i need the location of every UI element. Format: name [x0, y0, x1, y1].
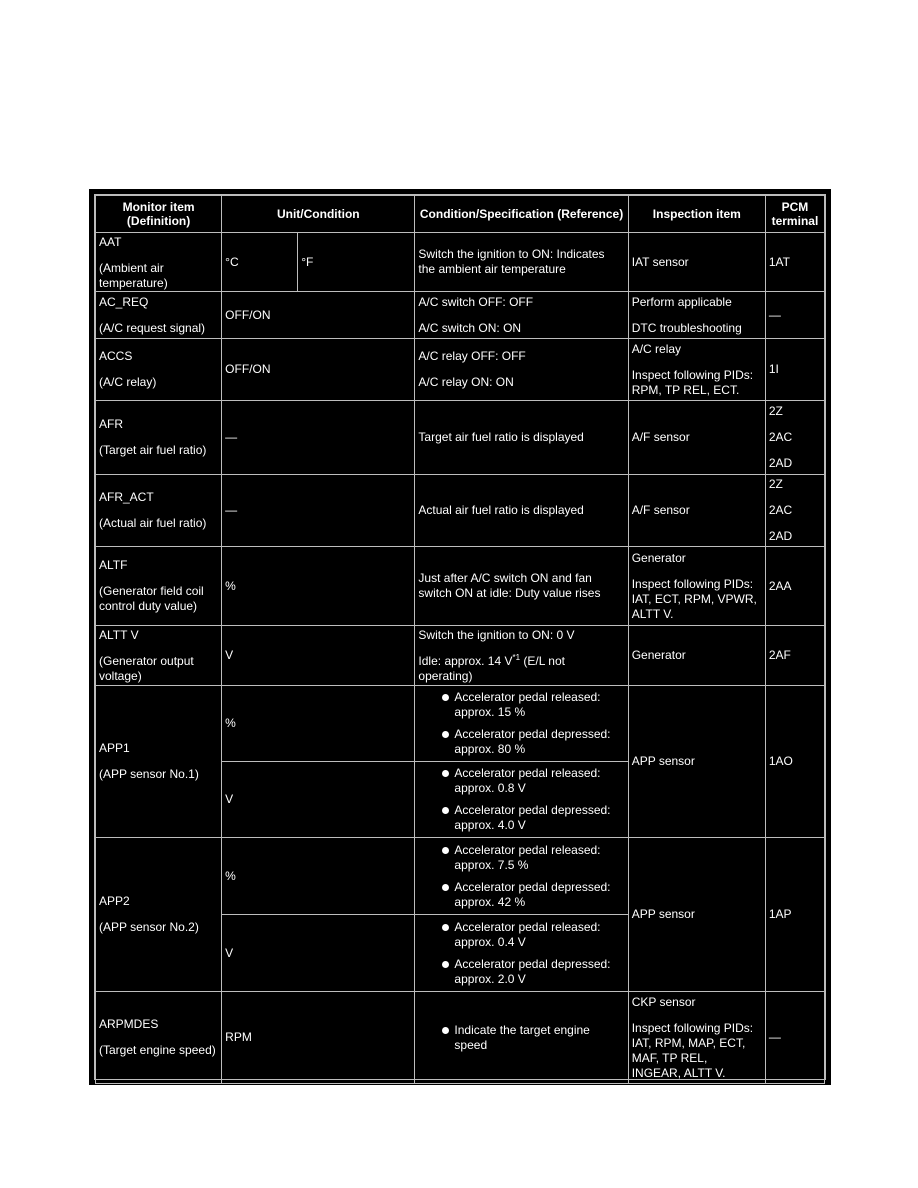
- unit-cell: V: [222, 762, 415, 838]
- monitor-item-cell: ALTF (Generator field coil control duty value): [96, 547, 222, 626]
- list-item: Indicate the target engine speed: [418, 1023, 624, 1053]
- unit-cell: %: [222, 686, 415, 762]
- spec-cell: Switch the ignition to ON: Indicates the ambient air temperature: [415, 233, 628, 292]
- spec-cell: Actual air fuel ratio is displayed: [415, 475, 628, 547]
- pcm-terminal-cell: 1AT: [765, 233, 824, 292]
- inspection-cell: Generator: [628, 626, 765, 686]
- spec-cell: Switch the ignition to ON: 0 V Idle: approx. 14 $V^{*1}$ (E/L not operating): [415, 626, 628, 686]
- list-item: Accelerator pedal depressed: approx. 2.0 V: [418, 957, 624, 987]
- spec-bullet-list: [418, 690, 624, 757]
- table-row: [96, 626, 825, 686]
- pcm-terminal-cell: —: [765, 292, 824, 339]
- inspection-cell: Perform applicable DTC troubleshooting: [628, 292, 765, 339]
- unit-fahrenheit-cell: °F: [298, 233, 415, 292]
- unit-cell: %: [222, 838, 415, 915]
- inspection-cell: APP sensor: [628, 686, 765, 838]
- table-row: [96, 475, 825, 547]
- inspection-cell: APP sensor: [628, 838, 765, 992]
- unit-cell: V: [222, 915, 415, 992]
- list-item: Accelerator pedal depressed: approx. 80 %: [418, 727, 624, 757]
- list-item: Accelerator pedal released: approx. 15 %: [418, 690, 624, 720]
- monitor-item-cell: AFR_ACT (Actual air fuel ratio): [96, 475, 222, 547]
- inspection-cell: Generator Inspect following PIDs: IAT, ECT, RPM, VPWR, ALTT V.: [628, 547, 765, 626]
- header-inspection-item: Inspection item: [628, 196, 765, 233]
- spec-cell: Target air fuel ratio is displayed: [415, 401, 628, 475]
- unit-cell: —: [222, 475, 415, 547]
- unit-celsius-cell: °C: [222, 233, 298, 292]
- inspection-cell: A/F sensor: [628, 401, 765, 475]
- spec-bullet-list: [418, 920, 624, 987]
- list-item: Accelerator pedal depressed: approx. 4.0 V: [418, 803, 624, 833]
- pcm-terminal-cell: —: [765, 992, 824, 1084]
- monitor-table-frame: [89, 189, 831, 1085]
- unit-cell: OFF/ON: [222, 292, 415, 339]
- monitor-item-cell: AFR (Target air fuel ratio): [96, 401, 222, 475]
- header-pcm-terminal: PCM terminal: [765, 196, 824, 233]
- pcm-terminal-cell: 2Z 2AC 2AD: [765, 475, 824, 547]
- spec-cell: [415, 838, 628, 915]
- pcm-terminal-cell: 1I: [765, 339, 824, 401]
- pcm-terminal-cell: 2Z 2AC 2AD: [765, 401, 824, 475]
- table-header-row: [96, 196, 825, 233]
- spec-bullet-list: [418, 766, 624, 833]
- monitor-item-cell: AC_REQ (A/C request signal): [96, 292, 222, 339]
- header-unit-condition: Unit/Condition: [222, 196, 415, 233]
- spec-cell: Just after A/C switch ON and fan switch ON at idle: Duty value rises: [415, 547, 628, 626]
- inspection-cell: CKP sensor Inspect following PIDs: IAT, RPM, MAP, ECT, MAF, TP REL, INGEAR, ALTT V.: [628, 992, 765, 1084]
- unit-cell: RPM: [222, 992, 415, 1084]
- table-row: [96, 686, 825, 762]
- monitor-table-inner: [94, 194, 826, 1080]
- table-row: [96, 838, 825, 915]
- monitor-item-cell: ACCS (A/C relay): [96, 339, 222, 401]
- table-row: [96, 992, 825, 1084]
- monitor-item-cell: ALTT V (Generator output voltage): [96, 626, 222, 686]
- list-item: Accelerator pedal released: approx. 7.5 %: [418, 843, 624, 873]
- spec-cell: A/C relay OFF: OFF A/C relay ON: ON: [415, 339, 628, 401]
- spec-bullet-list: [418, 1023, 624, 1053]
- spec-cell: [415, 762, 628, 838]
- unit-cell: —: [222, 401, 415, 475]
- monitor-item-table: [95, 195, 825, 1084]
- pcm-terminal-cell: 1AO: [765, 686, 824, 838]
- pcm-terminal-cell: 2AF: [765, 626, 824, 686]
- table-row: [96, 401, 825, 475]
- table-row: [96, 233, 825, 292]
- list-item: Accelerator pedal depressed: approx. 42 %: [418, 880, 624, 910]
- monitor-item-cell: APP2 (APP sensor No.2): [96, 838, 222, 992]
- spec-bullet-list: [418, 843, 624, 910]
- spec-cell: [415, 686, 628, 762]
- spec-cell: [415, 992, 628, 1084]
- pcm-terminal-cell: 2AA: [765, 547, 824, 626]
- inspection-cell: A/F sensor: [628, 475, 765, 547]
- header-monitor-item: Monitor item (Definition): [96, 196, 222, 233]
- table-row: [96, 547, 825, 626]
- unit-cell: V: [222, 626, 415, 686]
- spec-cell: A/C switch OFF: OFF A/C switch ON: ON: [415, 292, 628, 339]
- table-row: [96, 339, 825, 401]
- table-row: [96, 292, 825, 339]
- monitor-item-cell: ARPMDES (Target engine speed): [96, 992, 222, 1084]
- header-condition-specification: Condition/Specification (Reference): [415, 196, 628, 233]
- unit-cell: OFF/ON: [222, 339, 415, 401]
- monitor-item-cell: APP1 (APP sensor No.1): [96, 686, 222, 838]
- monitor-item-cell: AAT (Ambient air temperature): [96, 233, 222, 292]
- inspection-cell: IAT sensor: [628, 233, 765, 292]
- unit-cell: %: [222, 547, 415, 626]
- inspection-cell: A/C relay Inspect following PIDs: RPM, TP REL, ECT.: [628, 339, 765, 401]
- list-item: Accelerator pedal released: approx. 0.4 V: [418, 920, 624, 950]
- list-item: Accelerator pedal released: approx. 0.8 V: [418, 766, 624, 796]
- pcm-terminal-cell: 1AP: [765, 838, 824, 992]
- spec-cell: [415, 915, 628, 992]
